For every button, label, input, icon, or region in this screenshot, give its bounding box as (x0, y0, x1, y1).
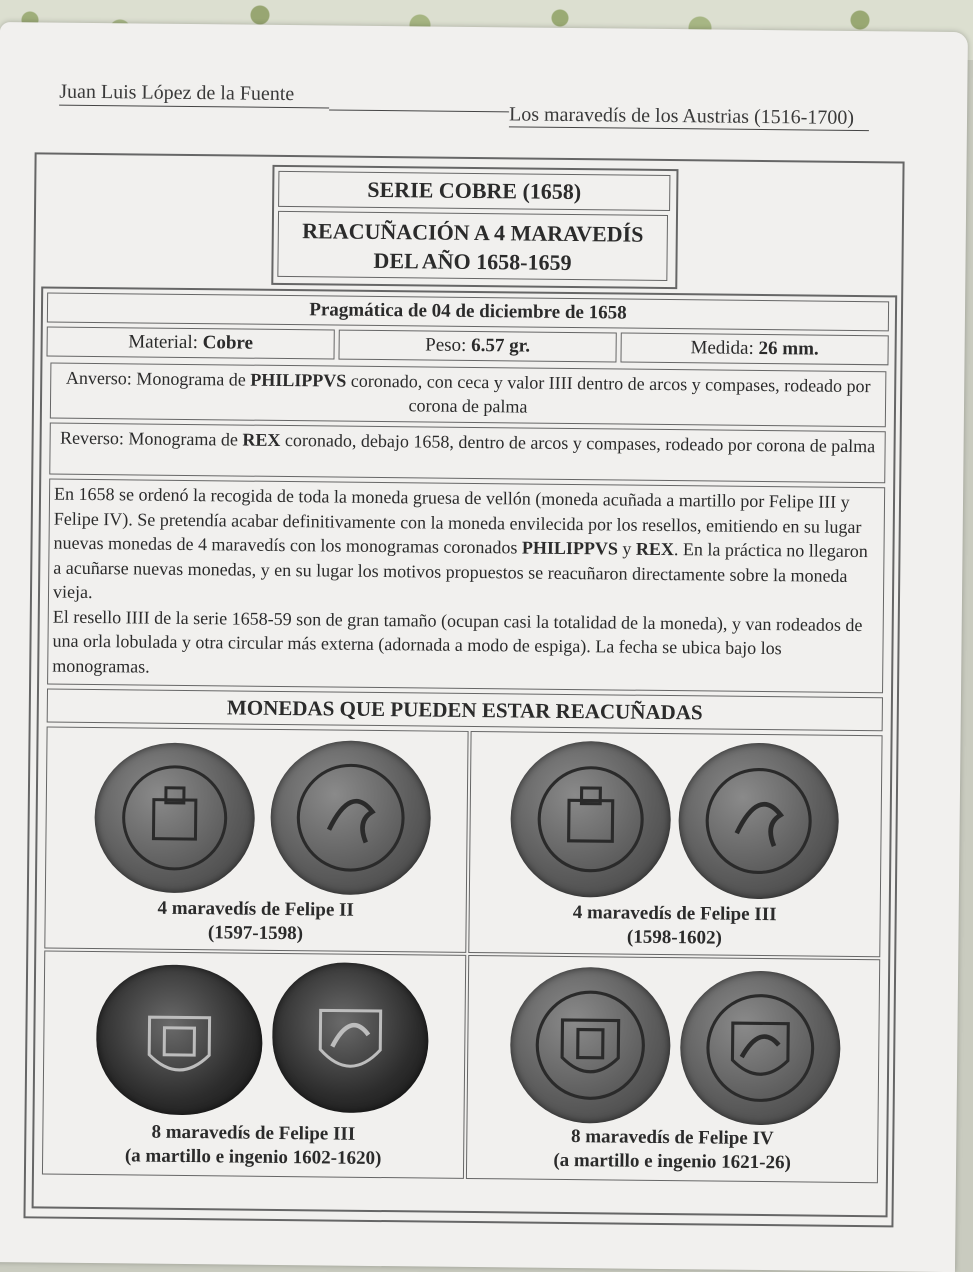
material-label: Material: (128, 331, 199, 354)
coin-cell-3 (42, 951, 466, 1179)
historia-p1b: . En la práctica no llegaron a acuñarse nuevas monedas, y en su lugar los motivos propuestos se reacuñaron directamente sobre la moneda vieja. (52, 539, 868, 602)
coin-caption-2 (469, 900, 879, 952)
caption-line2: (a martillo e ingenio 1621-26) (553, 1149, 791, 1174)
coin-cell-2 (468, 731, 882, 957)
coin-caption-4 (467, 1124, 877, 1176)
reverso-post: coronado, debajo 1658, dentro de arcos y compases, rodeado por corona de palma (284, 430, 876, 457)
reverso-row (49, 423, 885, 484)
peso-value: 6.57 gr. (471, 334, 531, 357)
reverso-pre: Reverso: Monograma de (59, 427, 239, 450)
pragmatica-row: Pragmática de 04 de diciembre de 1658 (47, 293, 889, 332)
coin-reverse-image (270, 740, 432, 896)
reacunacion-title (277, 211, 668, 281)
historia-mid: y (622, 538, 632, 559)
anverso-post: coronado, con ceca y valor IIII dentro de arcos y compases, rodeado por corona de palma (350, 370, 871, 417)
peso-cell (338, 330, 616, 363)
medida-value: 26 mm. (758, 337, 819, 360)
coin-obverse-image (96, 964, 264, 1116)
caption-line2: (a martillo e ingenio 1602-1620) (124, 1145, 382, 1170)
coin-obverse-image (510, 740, 672, 898)
historia-text (47, 479, 885, 694)
historia-p1a: En 1658 se ordenó la recogida de toda la moneda gruesa de vellón (moneda acuñada a martillo por Felipe III y Felipe IV). Se pretendía acabar definitivamente con la moneda envilecida por los resellos, emitiendo en su lugar nuevas monedas de 4 maravedís con los monogramas coronados (53, 483, 862, 558)
content-frame (23, 152, 904, 1227)
caption-line2: (1597-1598) (207, 922, 304, 945)
header-author: Juan Luis López de la Fuente (59, 81, 329, 109)
coin-caption-3 (43, 1120, 463, 1172)
caption-line1: 8 maravedís de Felipe III (151, 1121, 356, 1145)
historia-b1: PHILIPPVS (521, 537, 619, 559)
title-line2: DEL AÑO 1658-1659 (373, 247, 572, 275)
coin-cell-4 (466, 955, 880, 1183)
caption-line1: 4 maravedís de Felipe II (157, 897, 354, 921)
coin-caption-1 (45, 896, 465, 948)
medida-label: Medida: (690, 337, 754, 359)
serie-title: SERIE COBRE (1658) (278, 171, 670, 211)
monedas-title: MONEDAS QUE PUEDEN ESTAR REACUÑADAS (47, 689, 883, 732)
book-page (0, 22, 968, 1272)
title-box (271, 165, 678, 289)
header-book-title: Los maravedís de los Austrias (1516-1700) (509, 103, 869, 131)
historia-b2: REX (635, 538, 675, 560)
coin-reverse-image (272, 962, 430, 1114)
historia-p2: El resello IIII de la serie 1658-59 son de gran tamaño (ocupan casi la totalidad de la moneda), y van rodeados de una orla lobulada y otra circular más externa (adornada a modo de espiga). La fecha se ubica bajo los monogramas. (52, 606, 863, 677)
coin-obverse-image (510, 966, 672, 1124)
medida-cell (620, 333, 888, 366)
caption-line1: 8 maravedís de Felipe IV (570, 1126, 774, 1150)
coin-obverse-image (94, 742, 256, 894)
caption-line2: (1598-1602) (626, 926, 723, 949)
material-cell (46, 327, 334, 360)
anverso-bold: PHILIPPVS (250, 369, 347, 391)
coin-cell-1 (44, 727, 468, 953)
material-value: Cobre (202, 332, 254, 354)
coin-reverse-image (678, 742, 840, 900)
peso-label: Peso: (425, 334, 467, 356)
title-line1: REACUÑACIÓN A 4 MARAVEDÍS (302, 218, 644, 247)
caption-line1: 4 maravedís de Felipe III (572, 902, 777, 926)
anverso-row (50, 363, 887, 428)
reverso-bold: REX (242, 429, 281, 450)
coin-reverse-image (679, 970, 841, 1126)
header-rule (329, 109, 509, 112)
details-table (32, 286, 898, 1217)
anverso-pre: Anverso: Monograma de (65, 367, 246, 390)
